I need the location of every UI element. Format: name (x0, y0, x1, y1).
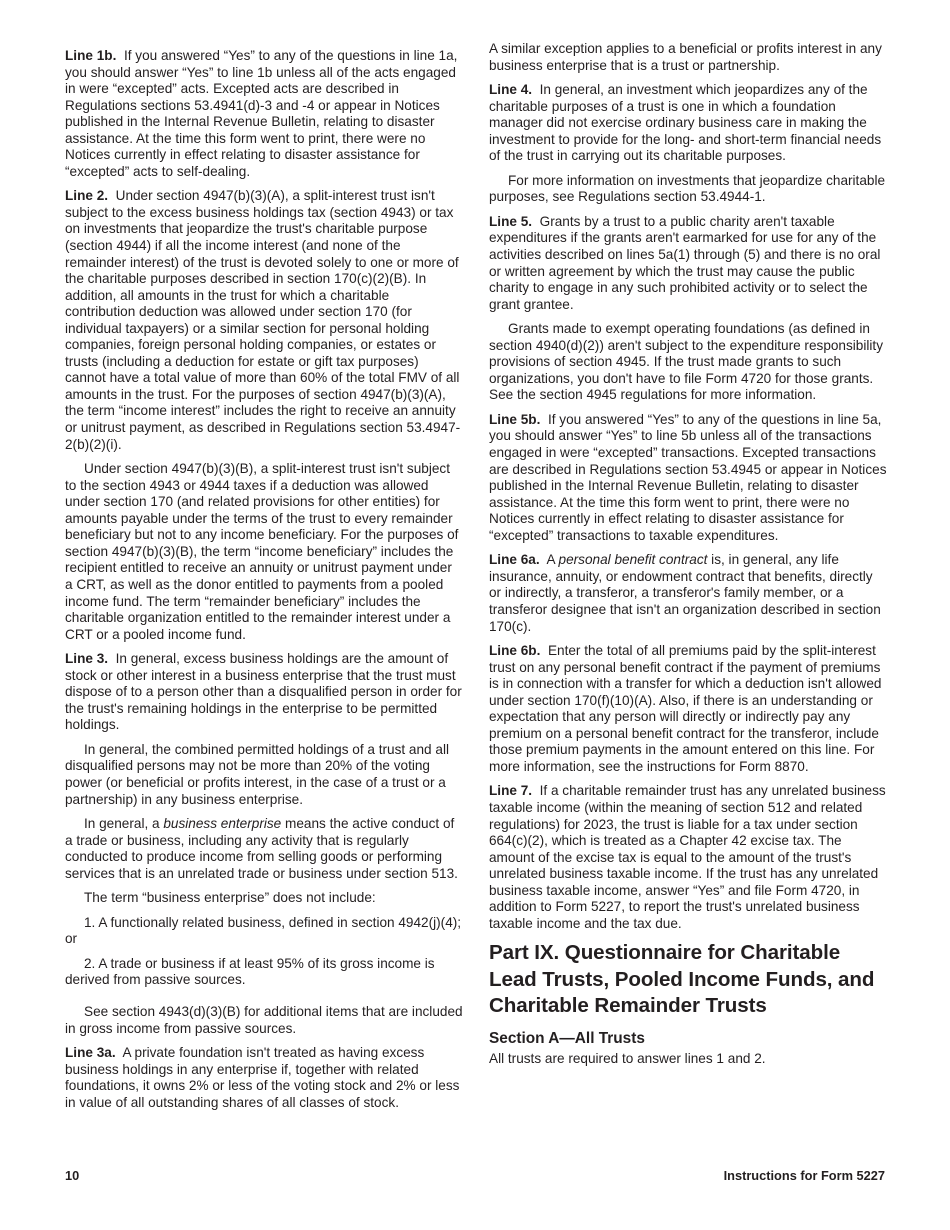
line-6a-label: Line 6a. (489, 552, 540, 568)
line-3-paragraph-2: In general, the combined permitted holdings of a trust and all disqualified persons may not be more than 20% of the voting power (or beneficial or profits interest, in the case of a trust or a partnership) in any business enterprise. (65, 741, 449, 807)
line-3-text: In general, excess business holdings are the amount of stock or other interest in a business enterprise that the trust must dispose of to a person other than a disqualified person in order for the trust's remaining holdings in the enterprise to be permitted holdings. (65, 651, 462, 733)
line-6a-post: is, in general, any life insurance, annuity, or endowment contract that benefits, directly or indirectly, a transferor, a transferor's family member, or a transferor designee that isn't an organization described in section 170(c). (489, 552, 881, 634)
line-3-label: Line 3. (65, 651, 109, 667)
line-5b-label: Line 5b. (489, 411, 541, 427)
line-1b-paragraph (65, 48, 463, 180)
line-3a-paragraph (65, 1045, 463, 1111)
line-3a-text: A private foundation isn't treated as having excess business holdings in any enterprise if, together with related foundations, it owns 2% or less of the voting stock and 2% or less in value of all outstanding shares of all classes of stock. (65, 1045, 460, 1110)
page-number: 10 (65, 1168, 80, 1183)
line-3-list-item-2: 2. A trade or business if at least 95% of its gross income is derived from passive sources. (65, 955, 435, 988)
continued-paragraph: A similar exception applies to a beneficial or profits interest in any business enterprise that is a trust or partnership. (489, 41, 882, 73)
line-7-paragraph (489, 783, 887, 932)
line-4-paragraph (489, 82, 887, 165)
line-3-paragraph-5: See section 4943(d)(3)(B) for additional items that are included in gross income from passive sources. (65, 1003, 463, 1036)
line-7-label: Line 7. (489, 783, 533, 799)
line-5b-text: If you answered “Yes” to any of the questions in line 5a, you should answer “Yes” to line 5b unless all of the transactions engaged in were “excepted” transactions. Excepted transactions are described in Regulations section 53.4945 or appear in Notices published in the Internal Revenue Bulletin, relating to disaster assistance. At the time this form went to print, there were no Notices currently in effect relating to disaster assistance for “excepted” transactions to taxable expenditures. (489, 411, 887, 543)
line-3-paragraph (65, 651, 463, 734)
line-2-paragraph (65, 188, 463, 453)
line-3-paragraph-4: The term “business enterprise” does not include: (84, 890, 376, 906)
line-1b-text: If you answered “Yes” to any of the questions in line 1a, you should answer “Yes” to line 1b unless all of the acts engaged in were “excepted” acts. Excepted acts are described in Regulations sections 53.4941(d)-3 and -4 or appear in Notices published in the Internal Revenue Bulletin, relating to disaster assistance. At the time this form went to print, there were no Notices currently in effect relating to disaster assistance for “excepted” acts to self-dealing. (65, 48, 458, 179)
business-enterprise-pre: In general, a (84, 816, 164, 832)
section-a-text: All trusts are required to answer lines 1 and 2. (489, 1051, 766, 1067)
personal-benefit-contract-term: personal benefit contract (558, 552, 708, 568)
line-6b-paragraph (489, 643, 887, 775)
line-5b-paragraph (489, 412, 887, 544)
line-3-list-item-1: 1. A functionally related business, defined in section 4942(j)(4); or (65, 914, 462, 947)
part-ix-heading: Part IX. Questionnaire for Charitable Lead Trusts, Pooled Income Funds, and Charitable Remainder Trusts (489, 941, 875, 1017)
line-2-label: Line 2. (65, 188, 109, 204)
line-6b-text: Enter the total of all premiums paid by the split-interest trust on any personal benefit contract if the payment of premiums is in connection with a transfer for which a deduction isn't allowed under section 170(f)(10)(A). Also, if there is an understanding or expectation that any person will directly or indirectly pay any premium on a personal benefit contract for the transferor, include those premium payments in the amount entered on this line. For more information, see the instructions for Form 8870. (489, 643, 882, 774)
section-a-heading: Section A—All Trusts (489, 1030, 645, 1048)
line-3-paragraph-3 (65, 816, 463, 882)
line-4-label: Line 4. (489, 82, 533, 98)
line-5-paragraph-2: Grants made to exempt operating foundations (as defined in section 4940(d)(2)) aren't subject to the expenditure responsibility provisions of section 4945. If the trust made grants to such organizations, you don't have to file Form 4720 for those grants. See the section 4945 regulations for more information. (489, 321, 884, 403)
line-1b-label: Line 1b. (65, 48, 117, 63)
line-3a-label: Line 3a. (65, 1045, 116, 1061)
business-enterprise-term: business enterprise (163, 816, 282, 832)
line-6a-paragraph (489, 552, 887, 635)
form-title-footer: Instructions for Form 5227 (723, 1168, 885, 1183)
right-column (489, 41, 887, 1076)
line-2-paragraph-2: Under section 4947(b)(3)(B), a split-interest trust isn't subject to the section 4943 or 4944 taxes if a deduction was allowed under section 170 (and related provisions for other entities) for amounts payable under the terms of the trust to every remainder beneficiary but not to any income beneficiary. For the purposes of section 4947(b)(3)(B), the term “income beneficiary” includes the recipient entitled to receive an annuity or unitrust payment under a CRT, as well as the donor entitled to payments from a pooled income fund. The term “remainder beneficiary” includes the charitable organization entitled to the remainder interest under a CRT or a pooled income fund. (65, 461, 459, 642)
line-7-text: If a charitable remainder trust has any unrelated business taxable income (within the meaning of section 512 and related regulations) for 2023, the trust is liable for a tax under section 664(c)(2), which is treated as a Chapter 42 excise tax. The amount of the excise tax is equal to the amount of the trust's unrelated business taxable income. If the trust has any unrelated business taxable income, answer “Yes” and file Form 4720, in addition to Form 5227, to report the trust's unrelated business taxable income and the tax due. (489, 783, 886, 931)
line-4-paragraph-2: For more information on investments that jeopardize charitable purposes, see Regulations section 53.4944-1. (489, 172, 886, 205)
line-2-text: Under section 4947(b)(3)(A), a split-interest trust isn't subject to the excess business holdings tax (section 4943) or tax on investments that jeopardize the trust's charitable purpose (section 4944) if all the income interest (and none of the remainder interest) of the trust is devoted solely to one or more of the charitable purposes described in section 170(c)(2)(B). In addition, all amounts in the trust for which a charitable contribution deduction was allowed under section 170 (for individual taxpayers) or a similar section for personal holding companies, foreign personal holding companies, or estates or trusts (including a deduction for estate or gift tax purposes) cannot have a total value of more than 60% of the total FMV of all amounts in the trust. For the purposes of section 4947(b)(3)(A), the term “income interest” includes the right to receive an annuity or unitrust payment, as described in Regulations section 53.4947-2(b)(2)(i). (65, 188, 461, 452)
line-6b-label: Line 6b. (489, 643, 541, 659)
business-enterprise-post: means the active conduct of a trade or business, including any activity that is regularly conducted to produce income from selling goods or performing services that is an unrelated trade or business under section 513. (65, 816, 458, 881)
line-6a-pre: A (546, 552, 559, 568)
line-4-text: In general, an investment which jeopardizes any of the charitable purposes of a trust is one in which a foundation manager did not exercise ordinary business care in making the investment to provide for the long- and short-term financial needs of the trust in carrying out its charitable purposes. (489, 82, 882, 164)
left-column (65, 48, 463, 1119)
line-5-paragraph (489, 214, 887, 313)
line-5-text: Grants by a trust to a public charity aren't taxable expenditures if the grants aren't earmarked for use for any of the activities described on lines 5a(1) through (5) and there is no oral or written agreement by which the trust may cause the public charity to engage in any such prohibited activity or to select the grant grantee. (489, 213, 881, 312)
line-5-label: Line 5. (489, 213, 533, 229)
